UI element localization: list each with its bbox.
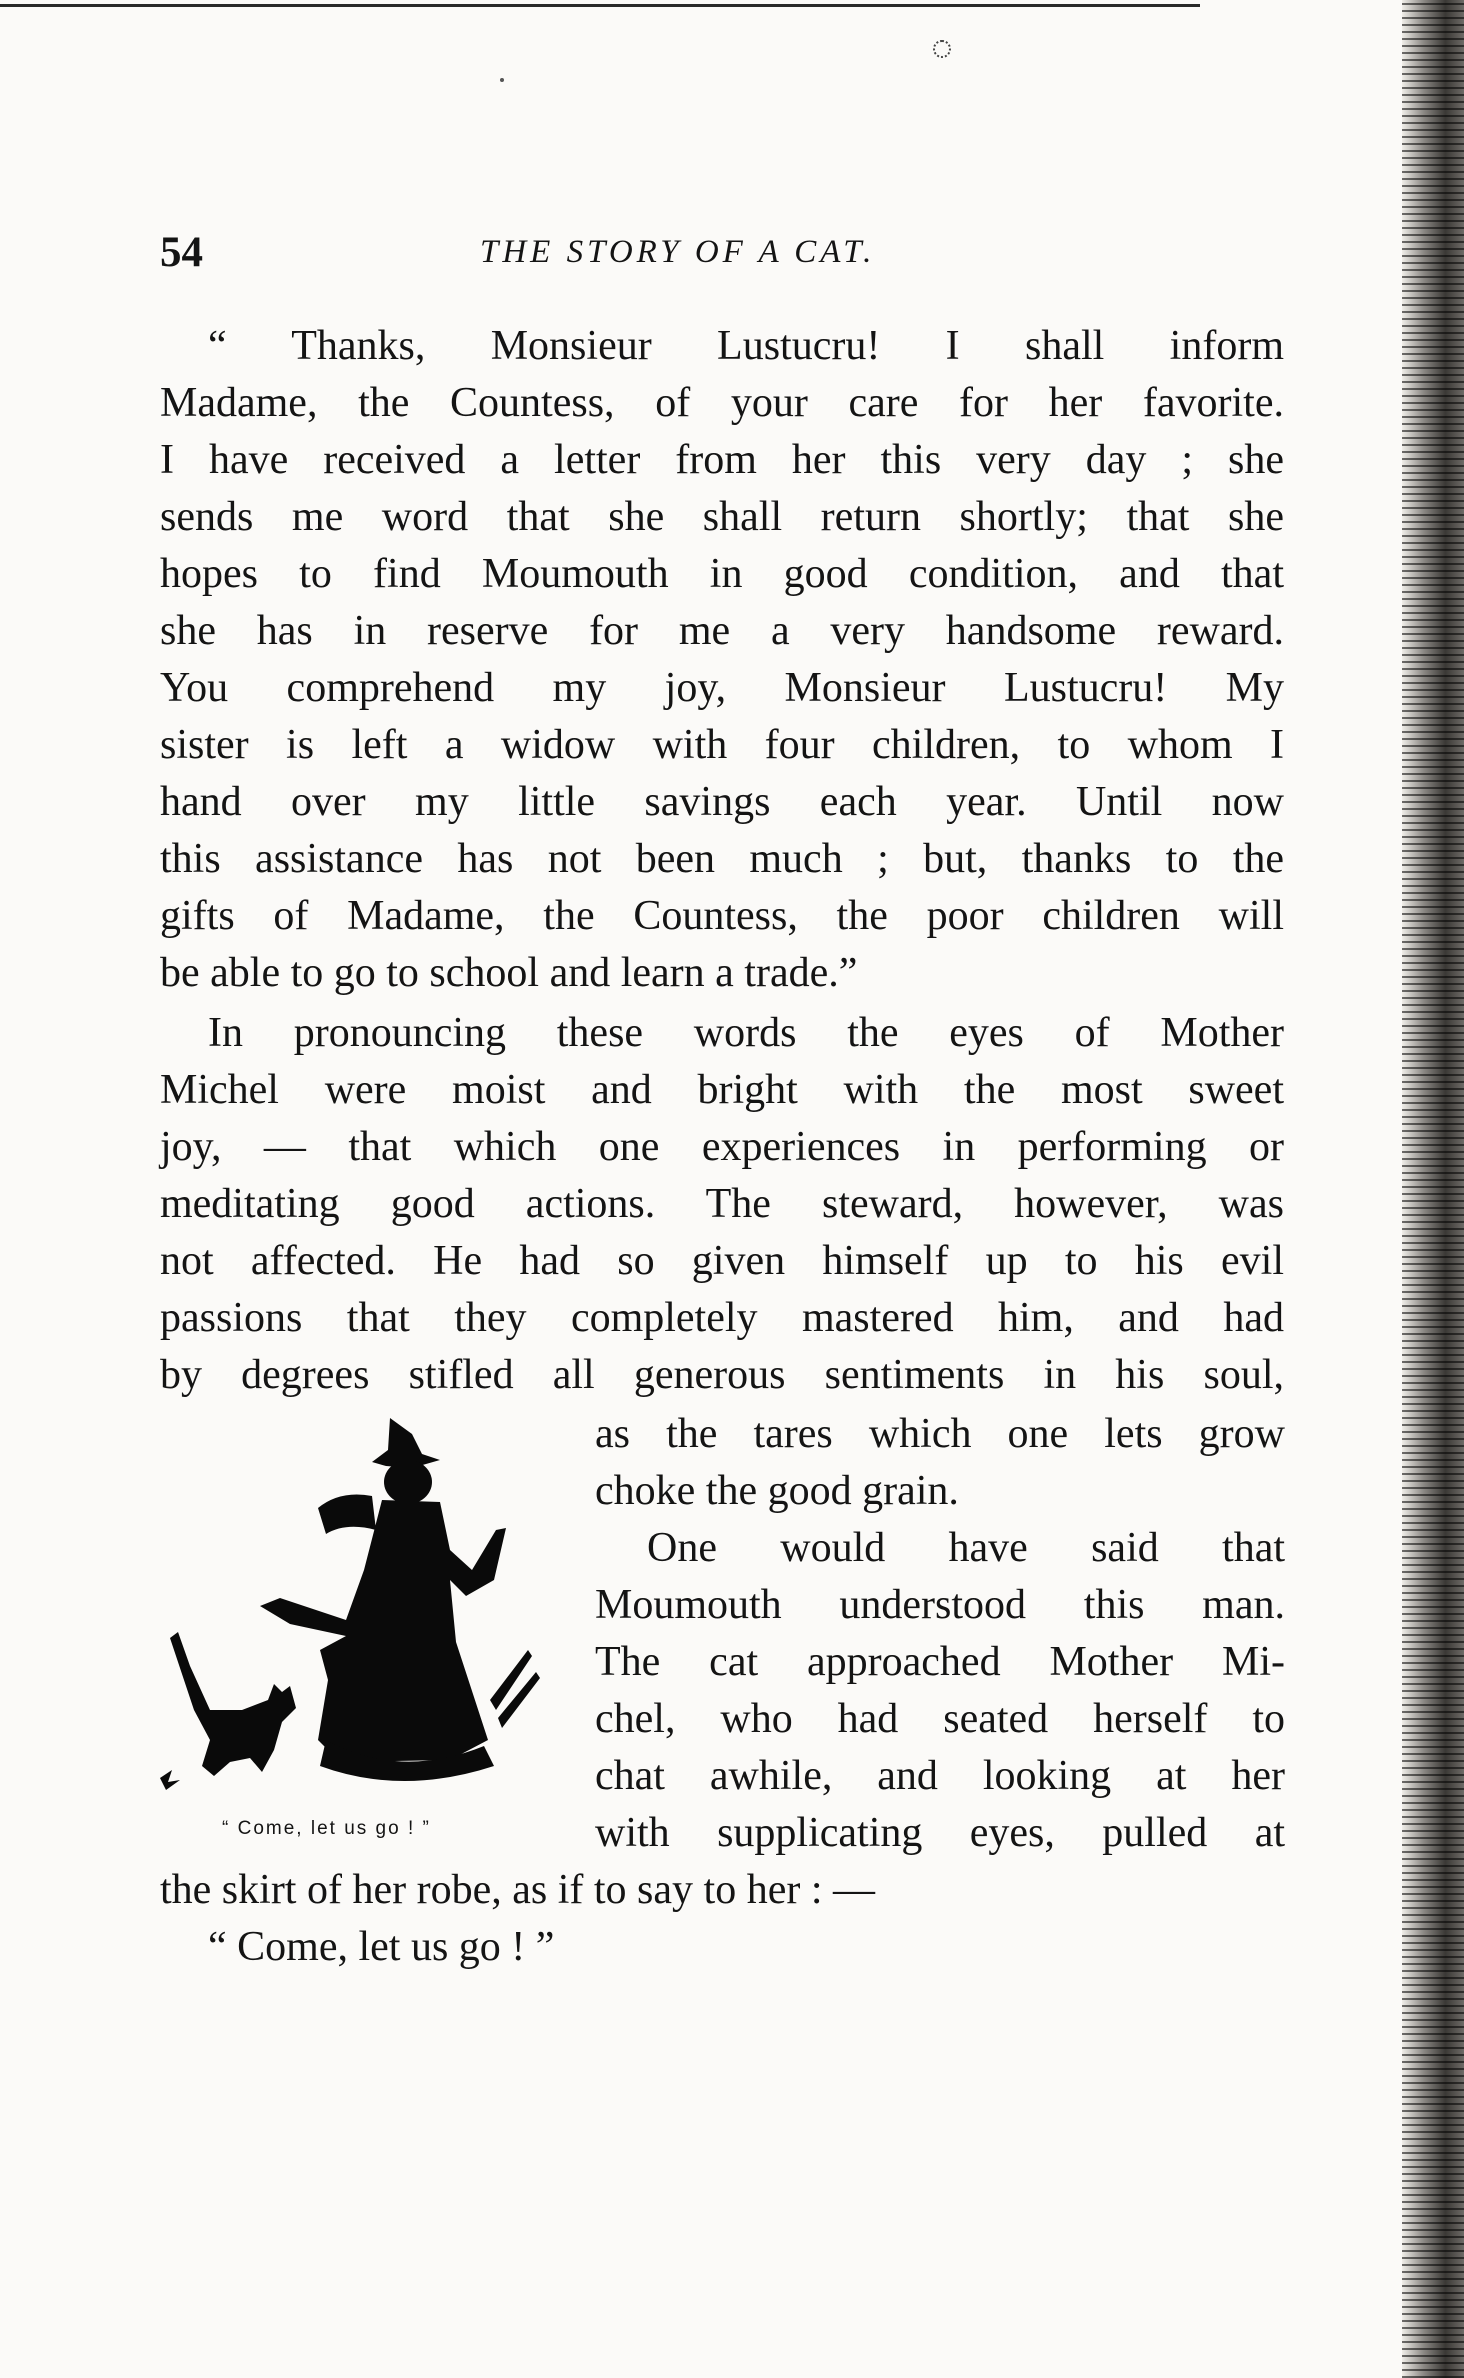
text-line: Moumouth understood this man. <box>595 1582 1285 1628</box>
paragraph-3-tail <box>160 1862 1284 1976</box>
text-line: One would have said that <box>647 1525 1285 1571</box>
text-line: meditating good actions. The steward, however, was <box>160 1181 1284 1227</box>
woman-body <box>260 1500 506 1762</box>
right-column-text <box>595 1406 1285 1862</box>
text-line: hand over my little savings each year. Until now <box>160 779 1284 825</box>
text-line: with supplicating eyes, pulled at <box>595 1810 1285 1856</box>
text-line: gifts of Madame, the Countess, the poor children will <box>160 893 1284 939</box>
text-line: In pronouncing these words the eyes of Mother <box>208 1010 1284 1056</box>
text-line: she has in reserve for me a very handsome reward. <box>160 608 1284 654</box>
page-edge-shadow <box>1402 0 1464 2378</box>
text-line: sends me word that she shall return shortly; that she <box>160 494 1284 540</box>
text-line: as the tares which one lets grow <box>595 1411 1285 1457</box>
hatching <box>490 1650 540 1728</box>
text-line: Michel were moist and bright with the most sweet <box>160 1067 1284 1113</box>
chair-back <box>318 1495 376 1535</box>
page-speck <box>500 78 504 82</box>
woman-head <box>384 1460 432 1504</box>
text-line: passions that they completely mastered him, and had <box>160 1295 1284 1341</box>
text-line: I have received a letter from her this very day ; she <box>160 437 1284 483</box>
top-rule <box>0 4 1200 7</box>
text-line: joy, — that which one experiences in performing or <box>160 1124 1284 1170</box>
page-number: 54 <box>160 229 203 276</box>
paragraph-2 <box>160 1005 1284 1404</box>
text-line: Madame, the Countess, of your care for her favorite. <box>160 380 1284 426</box>
text-line: choke the good grain. <box>595 1468 959 1514</box>
text-line: The cat approached Mother Mi- <box>595 1639 1285 1685</box>
text-line: be able to go to school and learn a trade.” <box>160 950 858 996</box>
sprig <box>160 1770 180 1790</box>
text-line: sister is left a widow with four children, to whom I <box>160 722 1284 768</box>
text-line: by degrees stifled all generous sentiments in his soul, <box>160 1352 1284 1398</box>
page-speck <box>933 40 951 58</box>
running-title: THE STORY OF A CAT. <box>480 234 876 270</box>
text-line: not affected. He had so given himself up to his evil <box>160 1238 1284 1284</box>
text-line: the skirt of her robe, as if to say to her : — <box>160 1867 875 1913</box>
cat-silhouette <box>170 1632 296 1776</box>
illustration-caption: “ Come, let us go ! ” <box>222 1818 431 1839</box>
text-line: chat awhile, and looking at her <box>595 1753 1285 1799</box>
text-line: chel, who had seated herself to <box>595 1696 1285 1742</box>
text-line: “ Come, let us go ! ” <box>208 1924 555 1970</box>
text-line: hopes to find Moumouth in good condition, and that <box>160 551 1284 597</box>
paragraph-1 <box>160 318 1284 1002</box>
silhouette-illustration <box>150 1410 580 1830</box>
text-line: “ Thanks, Monsieur Lustucru! I shall inform <box>208 323 1284 369</box>
text-line: this assistance has not been much ; but, thanks to the <box>160 836 1284 882</box>
text-line: You comprehend my joy, Monsieur Lustucru! My <box>160 665 1284 711</box>
page-header <box>160 228 1290 292</box>
